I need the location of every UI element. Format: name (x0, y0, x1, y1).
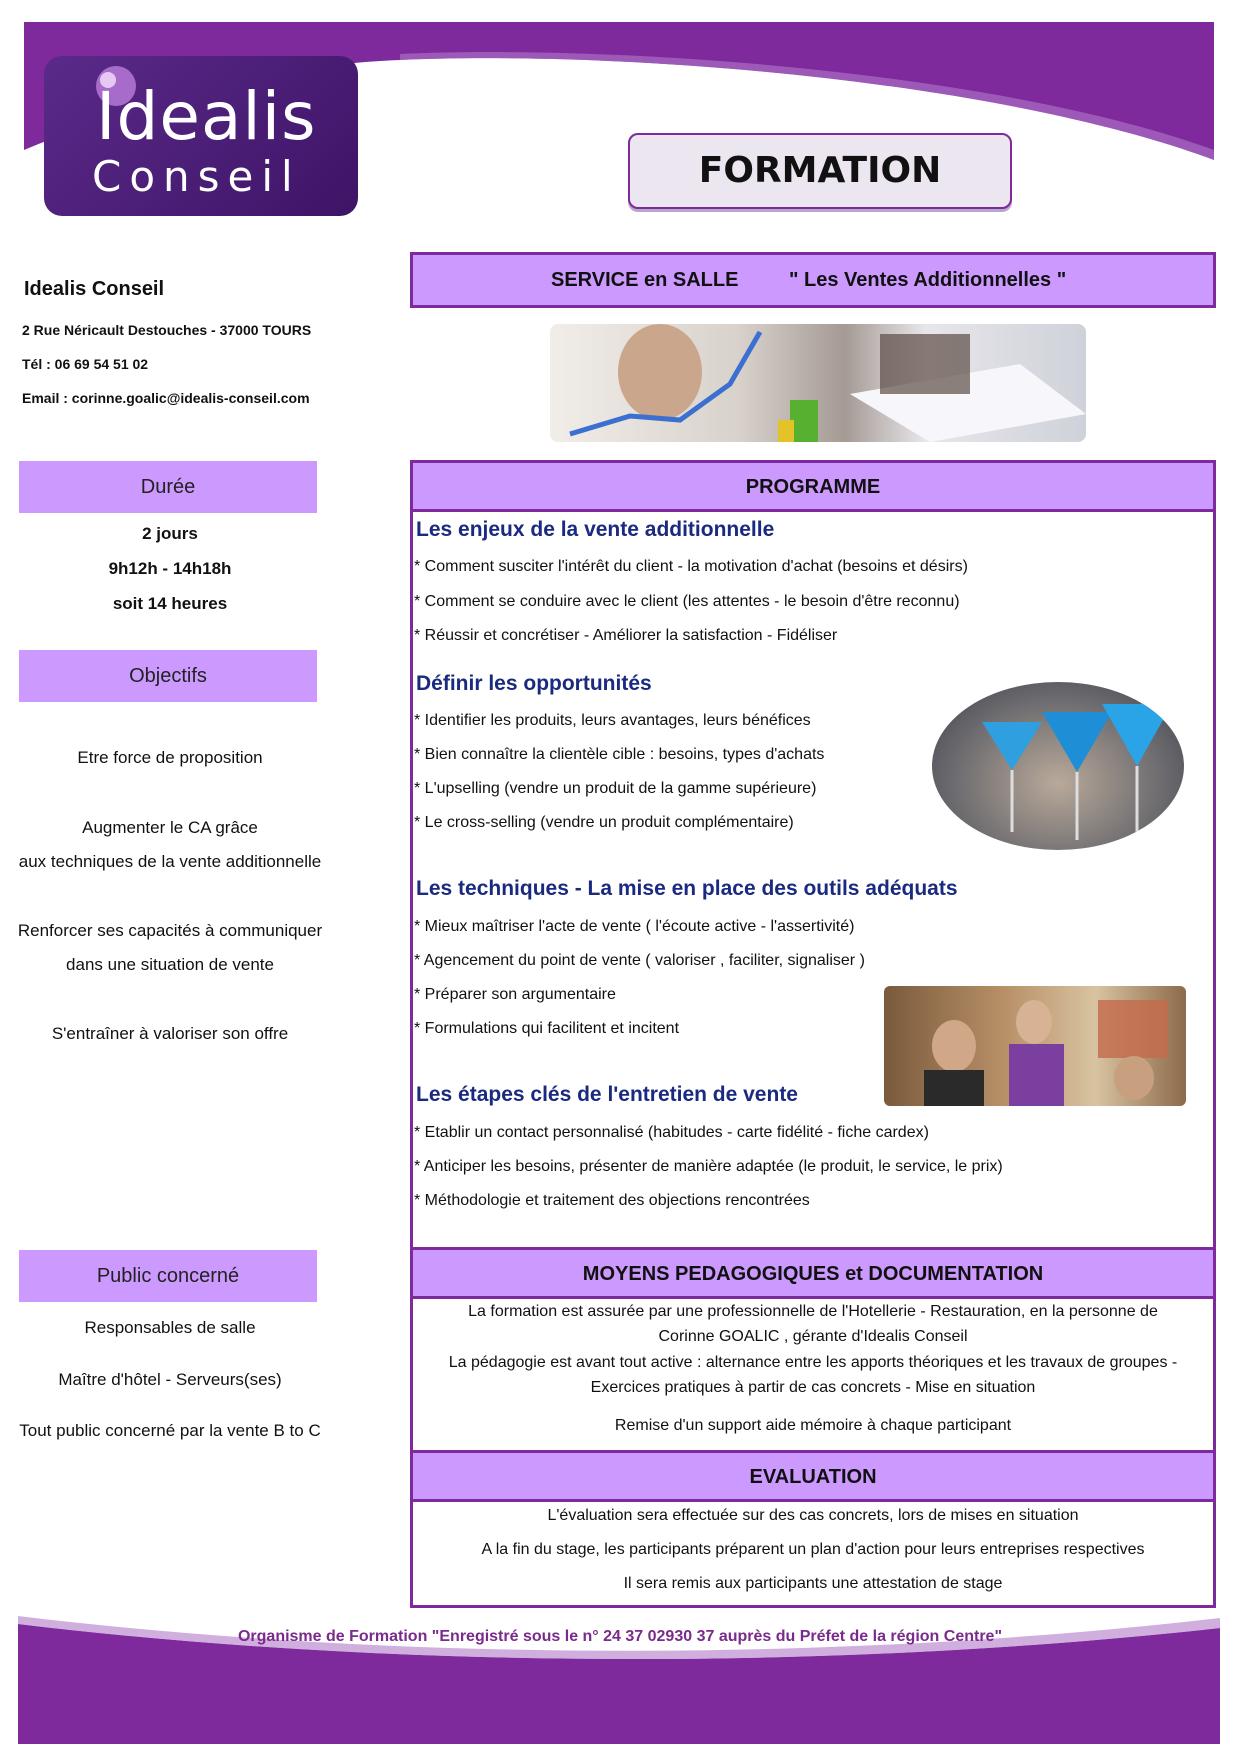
programme-bullet: * Bien connaître la clientèle cible : besoins, types d'achats (414, 746, 825, 763)
programme-header: PROGRAMME (410, 460, 1216, 512)
programme-bullet: * Mieux maîtriser l'acte de vente ( l'écoute active - l'assertivité) (414, 918, 855, 935)
evaluation-line: A la fin du stage, les participants préparent un plan d'action pour leurs entreprises respectives (481, 1541, 1145, 1558)
title-band (410, 252, 1216, 308)
programme-bullet: * Formulations qui facilitent et incitent (414, 1020, 680, 1037)
duree-header: Durée (19, 461, 317, 513)
evaluation-line: L'évaluation sera effectuée sur des cas concrets, lors de mises en situation (547, 1507, 1079, 1524)
programme-bullet: * Réussir et concrétiser - Améliorer la satisfaction - Fidéliser (414, 627, 838, 644)
public-item: Maître d'hôtel - Serveurs(ses) (58, 1370, 282, 1389)
company-name: Idealis Conseil (24, 278, 165, 300)
public-header: Public concerné (19, 1250, 317, 1302)
duree-hours: 9h12h - 14h18h (108, 559, 232, 578)
programme-bullet: * Le cross-selling (vendre un produit complémentaire) (414, 814, 794, 831)
moyens-line: Corinne GOALIC , gérante d'Idealis Conseil (658, 1328, 968, 1345)
cocktail-photo (932, 682, 1184, 850)
section-title: Les techniques - La mise en place des outils adéquats (416, 877, 958, 900)
programme-bullet: * Comment se conduire avec le client (les attentes - le besoin d'être reconnu) (414, 593, 960, 610)
section-title: Les enjeux de la vente additionnelle (416, 518, 775, 541)
logo-text-idealis: Idealis (96, 78, 317, 155)
moyens-line: Remise d'un support aide mémoire à chaque participant (614, 1417, 1012, 1434)
programme-bullet: * Comment susciter l'intérêt du client - la motivation d'achat (besoins et désirs) (414, 558, 968, 575)
programme-bullet: * L'upselling (vendre un produit de la gamme supérieure) (414, 780, 817, 797)
moyens-header: MOYENS PEDAGOGIQUES et DOCUMENTATION (410, 1247, 1216, 1299)
objectif-item: Augmenter le CA grâce (82, 818, 258, 837)
programme-bullet: * Etablir un contact personnalisé (habitudes - carte fidélité - fiche cardex) (414, 1124, 929, 1141)
duree-total: soit 14 heures (112, 594, 228, 613)
evaluation-header: EVALUATION (410, 1450, 1216, 1502)
objectif-item: Etre force de proposition (77, 748, 263, 767)
footer-registration: Organisme de Formation "Enregistré sous le n° 24 37 02930 37 auprès du Préfet de la région Centre" (237, 1628, 1003, 1645)
programme-bullet: * Identifier les produits, leurs avantages, leurs bénéfices (414, 712, 811, 729)
company-address: 2 Rue Néricault Destouches - 37000 TOURS (22, 322, 312, 338)
programme-bullet: * Méthodologie et traitement des objections rencontrées (414, 1192, 810, 1209)
business-photo (550, 324, 1086, 442)
objectif-item: S'entraîner à valoriser son offre (51, 1024, 289, 1043)
objectif-item: Renforcer ses capacités à communiquer (17, 921, 323, 940)
public-item: Tout public concerné par la vente B to C (19, 1421, 321, 1440)
company-phone: Tél : 06 69 54 51 02 (22, 356, 149, 372)
programme-bullet: * Anticiper les besoins, présenter de manière adaptée (le produit, le service, le prix) (414, 1158, 1003, 1175)
moyens-line: Exercices pratiques à partir de cas concrets - Mise en situation (590, 1379, 1036, 1396)
logo-text-conseil: Conseil (92, 152, 301, 201)
objectifs-header: Objectifs (19, 650, 317, 702)
programme-bullet: * Agencement du point de vente ( valoriser , faciliter, signaliser ) (414, 952, 865, 969)
company-email: Email : corinne.goalic@idealis-conseil.com (22, 390, 310, 406)
programme-bullet: * Préparer son argumentaire (414, 986, 616, 1003)
public-item: Responsables de salle (84, 1318, 256, 1337)
moyens-line: La formation est assurée par une professionnelle de l'Hotellerie - Restauration, en la personne de (468, 1303, 1158, 1320)
evaluation-line: Il sera remis aux participants une attestation de stage (623, 1575, 1003, 1592)
moyens-line: La pédagogie est avant tout active : alternance entre les apports théoriques et les travaux de groupes - (448, 1354, 1178, 1371)
title-band-left: SERVICE en SALLE (551, 269, 739, 291)
restaurant-photo (884, 986, 1186, 1106)
objectif-item: dans une situation de vente (66, 955, 274, 974)
section-title: Les étapes clés de l'entretien de vente (416, 1083, 798, 1106)
section-title: Définir les opportunités (416, 672, 652, 695)
duree-days: 2 jours (142, 524, 198, 543)
formation-title: FORMATION (628, 133, 1012, 209)
objectif-item: aux techniques de la vente additionnelle (18, 852, 322, 871)
title-band-right: " Les Ventes Additionnelles " (789, 269, 1067, 291)
